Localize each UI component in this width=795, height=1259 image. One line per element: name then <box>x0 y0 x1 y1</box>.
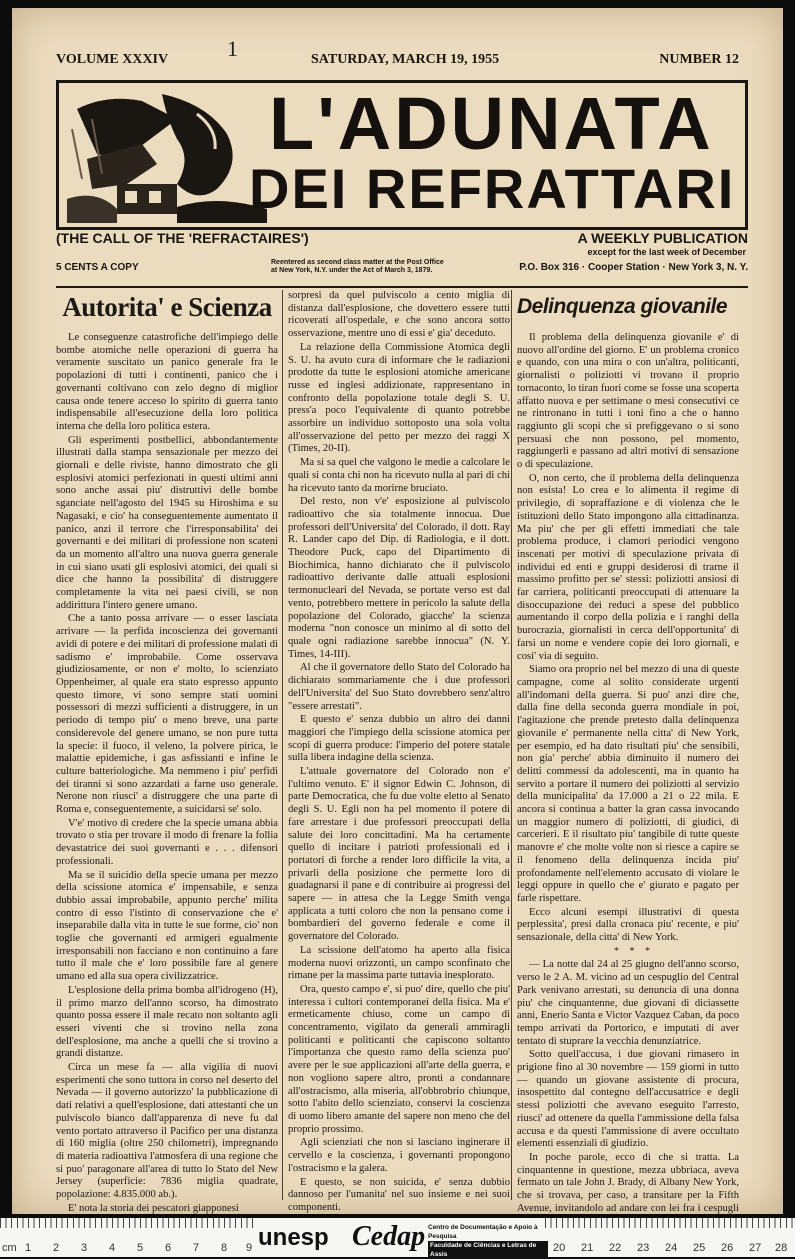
column-rule <box>511 290 512 1200</box>
issue-number: NUMBER 12 <box>659 52 739 67</box>
paragraph: sorpresi da quel pulviscolo a cento miglia di distanza dall'esplosione, che dovettero essere tutti ricoverati all'ospedale, e che sono ancora sotto osservazione, mentre uno di essi e' gia' deceduto. <box>288 290 510 340</box>
ruler-label: cm <box>2 1242 17 1254</box>
title-line-1: L'ADUNATA <box>269 82 714 165</box>
weekly-label: A WEEKLY PUBLICATION <box>577 230 748 246</box>
masthead <box>56 80 748 230</box>
ruler-label: 3 <box>81 1242 88 1254</box>
cedap-subtitle <box>428 1223 548 1259</box>
paragraph: Al che il governatore dello Stato del Colorado ha dichiarato sommariamente che i due professori dell'Universita' del Suo Stato dovrebbero senz'altro "essere arrestati". <box>288 662 510 712</box>
volume-label: VOLUME XXXIV <box>56 52 169 67</box>
newspaper-page <box>12 8 783 1214</box>
paragraph: La scissione dell'atomo ha aperto alla fisica moderna nuovi orizzonti, un campo sconfinato che rimane per la massima parte tuttavia inesplorato. <box>288 944 510 982</box>
paragraph: Circa un mese fa — alla vigilia di nuovi esperimenti che sono tuttora in corso nel deserto del Nevada — il governo autorizzo' la pubblicazione di dati relativi a quell'esplosione, dati attestanti che un pulviscolo bianco dall'apparenza di neve fu dal vento portato attraverso il Pacifico per una distanza di 160 miglia (oltre 250 chilometri), impregnando di materia radioattiva l'atmosfera di una regione che si puo' paragonare all'area di tutto lo Stato del New Jersey (superficie: 7836 miglia quadrate, popolazione: 4.835.000 ab.). <box>56 1062 278 1201</box>
ruler-label: 20 <box>553 1242 566 1254</box>
paragraph: Siamo ora proprio nel bel mezzo di una di queste campagne, come al solito considerate urgenti all'indomani della guerra. Si puo' anzi dire che, dalla fine della seconda guerra mondiale in poi, l'agitazione che prende pretesto dalla delinquenza giovanile e' permanente nella citta' di New York, per esempio, ed ha dato risultati piu' che sensibili, non gia' perche' abbia diminuito il numero dei delitti commessi da adolescenti, ma in quanto ha servito a portare il numero dei poliziotti al servizio della municipalita' da 17.000 a 21 o 22 mila. E ancora si continua a batter la gran cassa invocando un maggior numero di poliziotti, di giudici, di carcerieri. E il risultato piu' tangibile di tutte queste manovre e' che molte volte non si riesce a capire se il fenomeno della delinquenza incida piu' profondamente nell'elemento accusato di violare le leggi oppure in quello che e' giurato e pagato per farle rispettare. <box>517 664 739 904</box>
postal-line-2: at New York, N.Y. under the Act of March 3, 1879. <box>271 267 433 274</box>
price: 5 CENTS A COPY <box>56 262 139 273</box>
column-rule <box>282 290 283 1200</box>
title-line-2: DEI REFRATTARI <box>249 157 736 220</box>
ruler-label: 23 <box>637 1242 650 1254</box>
ruler-label: 28 <box>775 1242 788 1254</box>
archive-footer <box>0 1218 795 1257</box>
top-meta-line <box>56 52 739 72</box>
cedap-logo: Cedap <box>352 1221 426 1252</box>
paragraph: E questo, se non suicida, e' senza dubbio dannoso per l'umanita' nel suo insieme e nei suoi componenti. <box>288 1176 510 1213</box>
column-3 <box>517 290 739 1214</box>
ruler-label: 9 <box>246 1242 253 1254</box>
ruler-label: 26 <box>721 1242 734 1254</box>
ruler-label: 8 <box>221 1242 228 1254</box>
ruler-label: 24 <box>665 1242 678 1254</box>
paragraph: Gli esperimenti postbellici, abbondantemente illustrati dalla stampa sensazionale per mezzo dei giornali e delle riviste, hanno dimostrato che gli esplosivi atomici perfezionati in questi ultimi anni sono anche assai piu' distruttivi delle bombe sganciate nell'agosto del 1945 su Hiroshima e su Nagasaki, e cio' ha conseguentemente aumentato il panico, anzi il terrore che l'irresponsabilita' dei governanti e dei militari di professione non scateni da un momento all'altro una nuova guerra generale in cui siano usati gli esplosivi atomici, dei quali si dice che hanno la possibilita' di distruggere completamente la vita nei paesi civili, se non addirittura l'intero genere umano. <box>56 434 278 611</box>
paragraph: Ecco alcuni esempi illustrativi di questa perplessita', presi dalla cronaca piu' recente, e piu' sensazionale, della citta' di New York. <box>517 906 739 944</box>
paragraph: Il problema della delinquenza giovanile e' di nuovo all'ordine del giorno. E' un problema cronico e quando, con una mira o con un'altra, politicanti, giornalisti o poliziotti vi trovano il proprio tornaconto, lo tiran fuori come se fosse una scoperta affatto nuova e per settimane o mesi consecutivi ce ne rintronano in tutti i toni fino a che o hanno raggiunto gli scopi che si prefiggevano o si sono persuasi che non possono, pel momento, raggiungerli e passano ad altri motivi di sensazione o di speculazione. <box>517 332 739 471</box>
handwritten-mark: 1 <box>227 36 238 61</box>
except-note: except for the last week of December <box>587 247 746 257</box>
subtitle: (THE CALL OF THE 'REFRACTAIRES') <box>56 230 309 246</box>
paragraph: La relazione della Commissione Atomica degli S. U. ha avuto cura di informare che le radiazioni prodotte da tutte le esplosioni atomiche americane russe ed inglesi addizionate, rappresentano in confronto della popolazione totale degli S. U. press'a poco l'equivalente di quanto potrebbe assorbire un individuo sottoposto una sola volta all'osservazione del petto per mezzo dei raggi X (Times, 20-II). <box>288 341 510 455</box>
paragraph: Agli scienziati che non si lasciano inginerare il cervello e la coscienza, i governanti propongono l'ostracismo e la galera. <box>288 1137 510 1174</box>
ruler-label: 1 <box>25 1242 32 1254</box>
paragraph: Sotto quell'accusa, i due giovani rimasero in prigione fino al 30 novembre — 159 giorni in tutto — quando un giovane assistente di procura, insospettito dal contegno dell'accusatrice e degli stessi poliziotti che avevano eseguito l'arresto, riusci' ad ottenere da quella l'ammissione della falsa accusa e da questi l'ammissione di avere occultato elementi essenziali di giudizio. <box>517 1049 739 1150</box>
ruler-left <box>0 1218 255 1257</box>
cedap-line-1: Centro de Documentação e Apoio à Pesquisa <box>428 1224 538 1240</box>
unesp-logo: unesp <box>258 1224 329 1251</box>
column-1 <box>56 290 278 1214</box>
ruler-label: 6 <box>165 1242 172 1254</box>
cedap-line-2: Faculdade de Ciências e Letras de Assis <box>428 1241 548 1259</box>
article-title: Autorita' e Scienza <box>62 292 272 322</box>
paragraph: Ora, questo campo e', si puo' dire, quello che piu' interessa i cultori contemporanei della fisica. Ma e' ermeticamente chiuso, come un campo di concentramento, vigilato da generali ammiragli politicanti e politicanti che capiscono soltanto l'importanza che questo ramo della scienza puo' avere per le sue applicazioni all'arte della guerra, e non vogliono sapere altro, pronti a condannare all'ostracismo, alla miseria, all'obbrobrio chiunque, sotto l'abito dello scienziato, conservi la coscienza di uomo libero amante del sapere non meno che del proprio prossimo. <box>288 983 510 1135</box>
ruler-label: 5 <box>137 1242 144 1254</box>
ruler-label: 4 <box>109 1242 116 1254</box>
paragraph: Che a tanto possa arrivare — o esser lasciata arrivare — la perfida incoscienza dei governanti avidi di potere e dei militari di professione malati di sadismo e' improbabile. Come osservava giudiziosamente, or non e' molto, lo scienziato Oppenheimer, al quale era stato espresso appunto questo timore, vi sono sempre stati uomini possessori di mezzi sufficienti a distruggere, in un periodo di tempo piu' o meno breve, una parte considerevole del genere umano, se non pure tutta la specie: il fuoco, il veleno, la polvere pirica, le malattie epidemiche, i gas asfissianti e infine le culture batteriologiche. Ma nemmeno i piu' perfidi dei tiranni si sono azzardati a farne uso generale. Nerone non riusci' a distruggere che una parte di Roma e, conseguentemente, a suicidarsi se' solo. <box>56 613 278 816</box>
ruler-label: 27 <box>749 1242 762 1254</box>
paragraph: In poche parole, ecco di che si tratta. La cinquantenne in questione, mezza ubbriaca, aveva fermato un tale John J. Brady, di Albany New York, che si trovava, per caso, a transitare per la Fifth Avenue, invitandolo ad andare con lei fra i cespugli <box>517 1152 739 1214</box>
paragraph: Ma si sa quel che valgono le medie a calcolare le quali si conta chi non ha ricevuto nulla al pari di chi ha ricevuto tanto da morirne bruciato. <box>288 457 510 494</box>
paragraph: Del resto, non v'e' esposizione al pulviscolo radioattivo che sia totalmente innocua. Due professori dell'Universita' del Colorado, il dott. Ray R. Lander capo del Dip. di Radiologia, e il dott. Theodore Puck, capo del Dipartimento di Biochimica, hanno dichiarato che il pulviscolo radioattivo derivante dalle attuali esplosioni termonucleari del Nevada, se portate verso est dal vento, potrebbero mettere in pericolo la salute della popolazione del Colorado, giacche' la scienza moderna "non conosce un minimo al di sotto del quale ogni radiazione sarebbe innocua" (N. Y. Times, 14-III). <box>288 496 510 660</box>
ruler-label: 2 <box>53 1242 60 1254</box>
ruler-label: 21 <box>581 1242 594 1254</box>
paragraph: V'e' motivo di credere che la specie umana abbia trovato o stia per trovare il modo di frenare la follia devastatrice dei suoi governanti e . . . difensori professionali. <box>56 817 278 867</box>
postal-notice <box>271 259 501 275</box>
ruler-label: 25 <box>693 1242 706 1254</box>
ruler-ticks <box>0 1218 255 1228</box>
article-title: Delinquenza giovanile <box>517 295 728 318</box>
paragraph: — La notte dal 24 al 25 giugno dell'anno scorso, verso le 2 A. M. vicino ad un cespuglio del Central Park venivano arrestati, su denuncia di una donna piu' che cinquantenne, due giovani di diciassette anni, Enerio Santa e Victor Vazquez Caban, da poco tempo arrivati da Portorico, e imputati di aver tentato di stuprare la vecchia denunziatrice. <box>517 959 739 1047</box>
section-separator: * * * <box>614 945 654 957</box>
postal-line-1: Reentered as second class matter at the Post Office <box>271 259 444 266</box>
masthead-illustration <box>67 89 267 223</box>
info-line <box>56 258 748 288</box>
paragraph: O, non certo, che il problema della delinquenza non esista! Lo crea e lo alimenta il regime di privilegio, di sopraffazione e di violenza che le istituzioni dello Stato impongono alla cittadinanza. Ma piu' che per gli effetti immediati che tale problema produce, i clamori periodici vengono inscenati per motivi di speculazione privata di individui ed enti e gruppi desiderosi di trarne il massimo profitto per se' stessi: poliziotti ansiosi di far carriera, politicanti preoccupati di attenuare la disoccupazione dei reduci a spese del pubblico aumentando il corpo della polizia e i ranghi della burocrazia, giornalisti in cerca dell'opportunita' di farsi un nome e vendere copie dei loro giornali, e cosi' via di seguito. <box>517 472 739 662</box>
paragraph: E' nota la storia dei pescatori giapponesi <box>68 1202 239 1214</box>
paragraph: E questo e' senza dubbio un altro dei danni maggiori che l'impiego della scissione atomica per scopi di guerra produce: l'imperio del potere statale sulla libera indagine della scienza. <box>288 714 510 764</box>
paragraph: Ma se il suicidio della specie umana per mezzo della scissione atomica e' impensabile, e senza dubbio assai improbabile, appunto perche' milita contro di esso l'istinto di conservazione che e' inseparabile dalla vita in tutte le sue forme, cio' non toglie che governanti ed armigeri egualmente irresponsabili non facciano e non continuino a fare tutto il male che e' loro possibile fare al genere umano ed alla sua opera civilizzatrice. <box>56 869 278 983</box>
ruler-label: 7 <box>193 1242 200 1254</box>
paragraph: L'esplosione della prima bomba all'idrogeno (H), il primo marzo dell'anno scorso, ha dimostrato quanto possa essere il male recato non soltanto agli esseri viventi che si trovino nella zona dell'esplosione, ma anche a quelli che si trovino a grandi distanze. <box>56 984 278 1060</box>
paragraph: L'attuale governatore del Colorado non e' l'ultimo venuto. E' il signor Edwin C. Johnson, di parte Democratica, che fu due volte eletto al Senato degli S. U. Egli non ha pel momento il potere di fare arrestare i due professori preoccupati della salute dei loro concittadini. Ma ha certamente quello di incitare i patrioti professionali ed i portatori di forche a render loro difficile la vita, a privarli della posizione che permette loro di guadagnarsi il pane e di contribuire ai progressi del sapere — in attesa che la Legge Smith venga applicata a tutti coloro che non la pensano come i bombardieri del governo federale e come il governatore del Colorado. <box>288 766 510 943</box>
paragraph: Le conseguenze catastrofiche dell'impiego delle bombe atomiche nelle operazioni di guerra ha veramente suscitato un panico generale fra le popolazioni di tutti i continenti, panico che i governanti coltivano con zelo degno di miglior causa onde tenere acceso lo spirito di guerra tanto indispensabile all'esecuzione della loro politica interna che della loro politica estera. <box>56 332 278 432</box>
issue-date: SATURDAY, MARCH 19, 1955 <box>311 52 500 67</box>
column-2 <box>288 290 510 1213</box>
ruler-right <box>545 1218 795 1257</box>
po-box: P.O. Box 316 · Cooper Station · New York 3, N. Y. <box>519 262 748 273</box>
ruler-label: 22 <box>609 1242 622 1254</box>
ruler-ticks <box>545 1218 795 1228</box>
